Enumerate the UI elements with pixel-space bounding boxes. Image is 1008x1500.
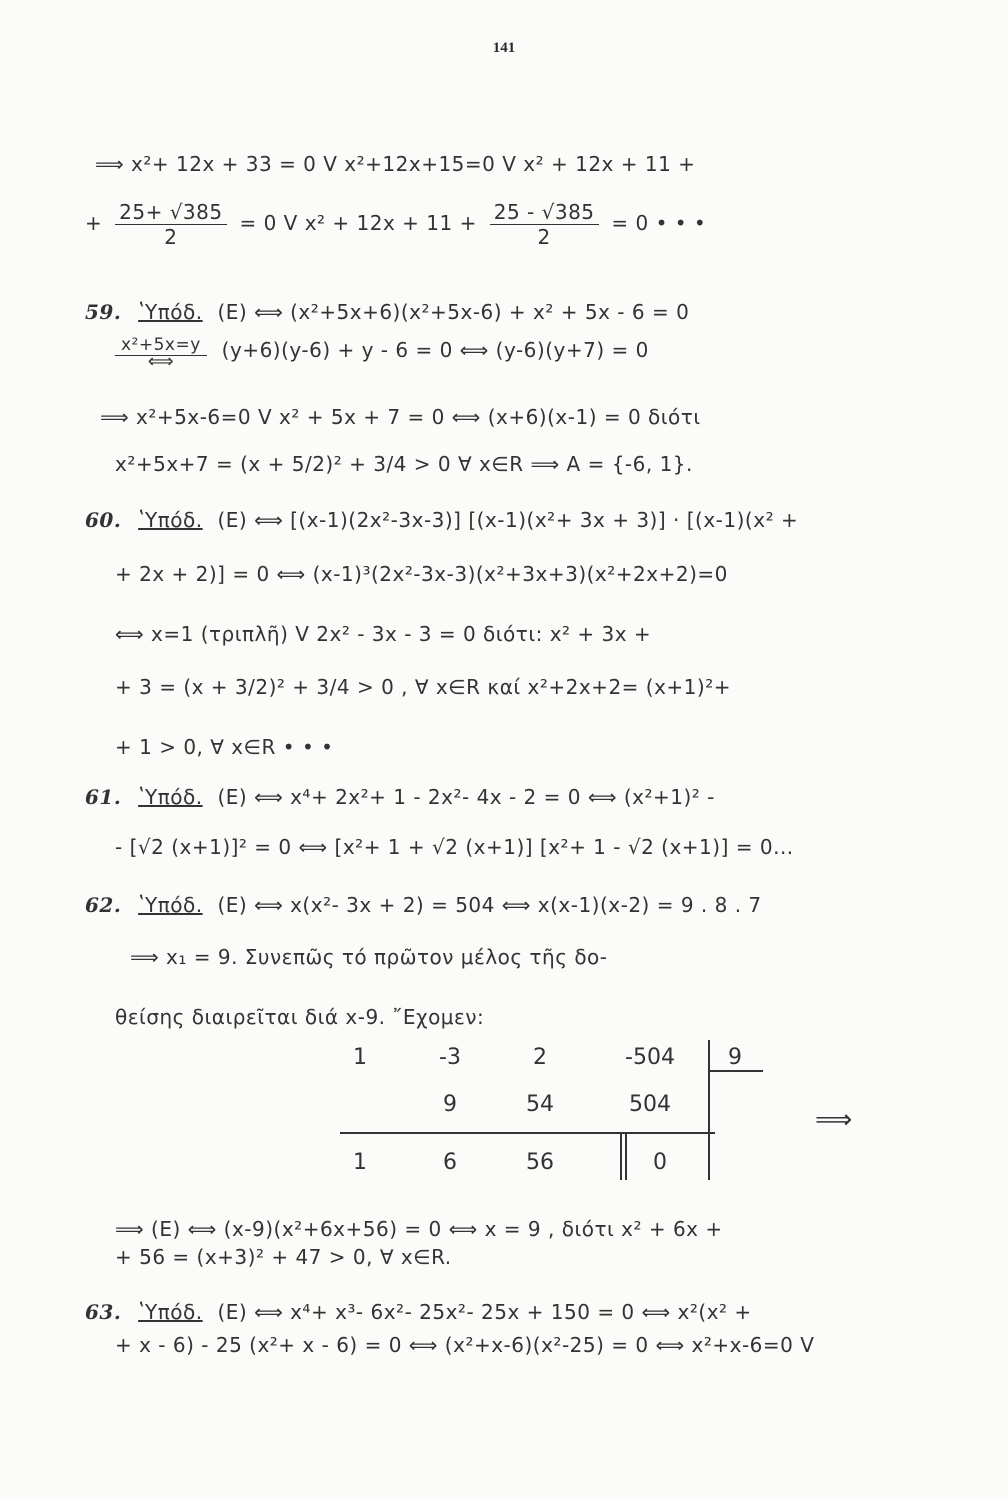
fraction-denominator: 2 xyxy=(537,225,551,249)
problem-60-line-4: + 3 = (x + 3/2)² + 3/4 > 0 , ∀ x∈R καί x²+2x+2= (x+1)²+ xyxy=(115,675,731,699)
problem-number: 63. xyxy=(85,1300,122,1324)
substitution-arrow xyxy=(115,335,207,372)
table-cell: 6 xyxy=(443,1150,457,1175)
text-fragment: (E) ⟺ x⁴+ 2x²+ 1 - 2x²- 4x - 2 = 0 ⟺ (x²+1)² - xyxy=(217,785,715,809)
text-fragment: = 0 • • • xyxy=(611,211,707,235)
table-cell: -3 xyxy=(439,1045,461,1070)
problem-60-line-2: + 2x + 2)] = 0 ⟺ (x-1)³(2x²-3x-3)(x²+3x+3)(x²+2x+2)=0 xyxy=(115,562,728,586)
table-cell: 1 xyxy=(353,1045,367,1070)
remainder-cell: 0 xyxy=(653,1150,667,1175)
implies-arrow-icon: ⟹ xyxy=(815,1105,853,1135)
fraction-numerator: 25+ √385 xyxy=(115,200,226,225)
problem-59-line-3: ⟹ x²+5x-6=0 V x² + 5x + 7 = 0 ⟺ (x+6)(x-1) = 0 διότι xyxy=(100,405,701,429)
substitution-label: x²+5x=y xyxy=(115,335,207,356)
problem-62-line-5: + 56 = (x+3)² + 47 > 0, ∀ x∈R. xyxy=(115,1245,452,1269)
remainder-divider xyxy=(620,1132,622,1180)
problem-59-line-1 xyxy=(85,300,689,324)
double-arrow-icon: ⟺ xyxy=(147,351,175,372)
text-line xyxy=(85,200,706,249)
page-number: 141 xyxy=(492,40,516,56)
text-fragment: = 0 V x² + 12x + 11 + xyxy=(239,211,477,235)
problem-63-line-1 xyxy=(85,1300,752,1324)
hint-label: ʽΥπόδ. xyxy=(138,785,203,809)
problem-62-line-1 xyxy=(85,893,762,917)
divisor-cell: 9 xyxy=(728,1045,742,1070)
horner-division-table xyxy=(340,1040,770,1190)
fraction-numerator: 25 - √385 xyxy=(490,200,599,225)
text-fragment: (E) ⟺ x(x²- 3x + 2) = 504 ⟺ x(x-1)(x-2) = 9 . 8 . 7 xyxy=(217,893,762,917)
table-divider xyxy=(708,1040,710,1180)
problem-59-line-2 xyxy=(115,335,649,372)
problem-62-line-2: ⟹ x₁ = 9. Συνεπῶς τό πρῶτον μέλος τῆς δο- xyxy=(130,945,608,969)
remainder-divider xyxy=(625,1132,627,1180)
hint-label: ʽΥπόδ. xyxy=(138,893,203,917)
hint-label: ʽΥπόδ. xyxy=(138,1300,203,1324)
problem-63-line-2: + x - 6) - 25 (x²+ x - 6) = 0 ⟺ (x²+x-6)(x²-25) = 0 ⟺ x²+x-6=0 V xyxy=(115,1333,815,1357)
problem-number: 60. xyxy=(85,508,122,532)
text-line: ⟹ x²+ 12x + 33 = 0 V x²+12x+15=0 V x² + 12x + 11 + xyxy=(95,152,696,176)
table-cell: 2 xyxy=(533,1045,547,1070)
problem-number: 59. xyxy=(85,300,122,324)
table-cell: 504 xyxy=(629,1092,671,1117)
fraction-denominator: 2 xyxy=(164,225,178,249)
table-cell: 1 xyxy=(353,1150,367,1175)
problem-60-line-1 xyxy=(85,508,798,532)
table-cell: -504 xyxy=(625,1045,675,1070)
text-fragment: (E) ⟺ (x²+5x+6)(x²+5x-6) + x² + 5x - 6 = 0 xyxy=(217,300,690,324)
text-fragment: (E) ⟺ x⁴+ x³- 6x²- 25x²- 25x + 150 = 0 ⟺ x²(x² + xyxy=(217,1300,752,1324)
problem-60-line-3: ⟺ x=1 (τριπλῆ) V 2x² - 3x - 3 = 0 διότι: x² + 3x + xyxy=(115,622,652,646)
problem-number: 62. xyxy=(85,893,122,917)
divisor-rule xyxy=(708,1070,763,1072)
fraction xyxy=(490,200,599,249)
hint-label: ʽΥπόδ. xyxy=(138,508,203,532)
table-rule xyxy=(340,1132,715,1134)
table-cell: 54 xyxy=(526,1092,554,1117)
table-cell: 56 xyxy=(526,1150,554,1175)
problem-60-line-5: + 1 > 0, ∀ x∈R • • • xyxy=(115,735,334,759)
problem-59-line-4: x²+5x+7 = (x + 5/2)² + 3/4 > 0 ∀ x∈R ⟹ A = {-6, 1}. xyxy=(115,452,693,476)
fraction xyxy=(115,200,226,249)
problem-61-line-1 xyxy=(85,785,715,809)
text-fragment: (y+6)(y-6) + y - 6 = 0 ⟺ (y-6)(y+7) = 0 xyxy=(221,338,649,362)
text-fragment: + xyxy=(85,211,103,235)
text-fragment: (E) ⟺ [(x-1)(2x²-3x-3)] [(x-1)(x²+ 3x + 3)] · [(x-1)(x² + xyxy=(217,508,799,532)
problem-61-line-2: - [√2 (x+1)]² = 0 ⟺ [x²+ 1 + √2 (x+1)] [x²+ 1 - √2 (x+1)] = 0... xyxy=(115,835,794,859)
table-cell: 9 xyxy=(443,1092,457,1117)
problem-62-line-4: ⟹ (E) ⟺ (x-9)(x²+6x+56) = 0 ⟺ x = 9 , διότι x² + 6x + xyxy=(115,1217,723,1241)
problem-62-line-3: θείσης διαιρεῖται διά x-9. ῎Εχομεν: xyxy=(115,1005,485,1029)
hint-label: ʽΥπόδ. xyxy=(138,300,203,324)
problem-number: 61. xyxy=(85,785,122,809)
